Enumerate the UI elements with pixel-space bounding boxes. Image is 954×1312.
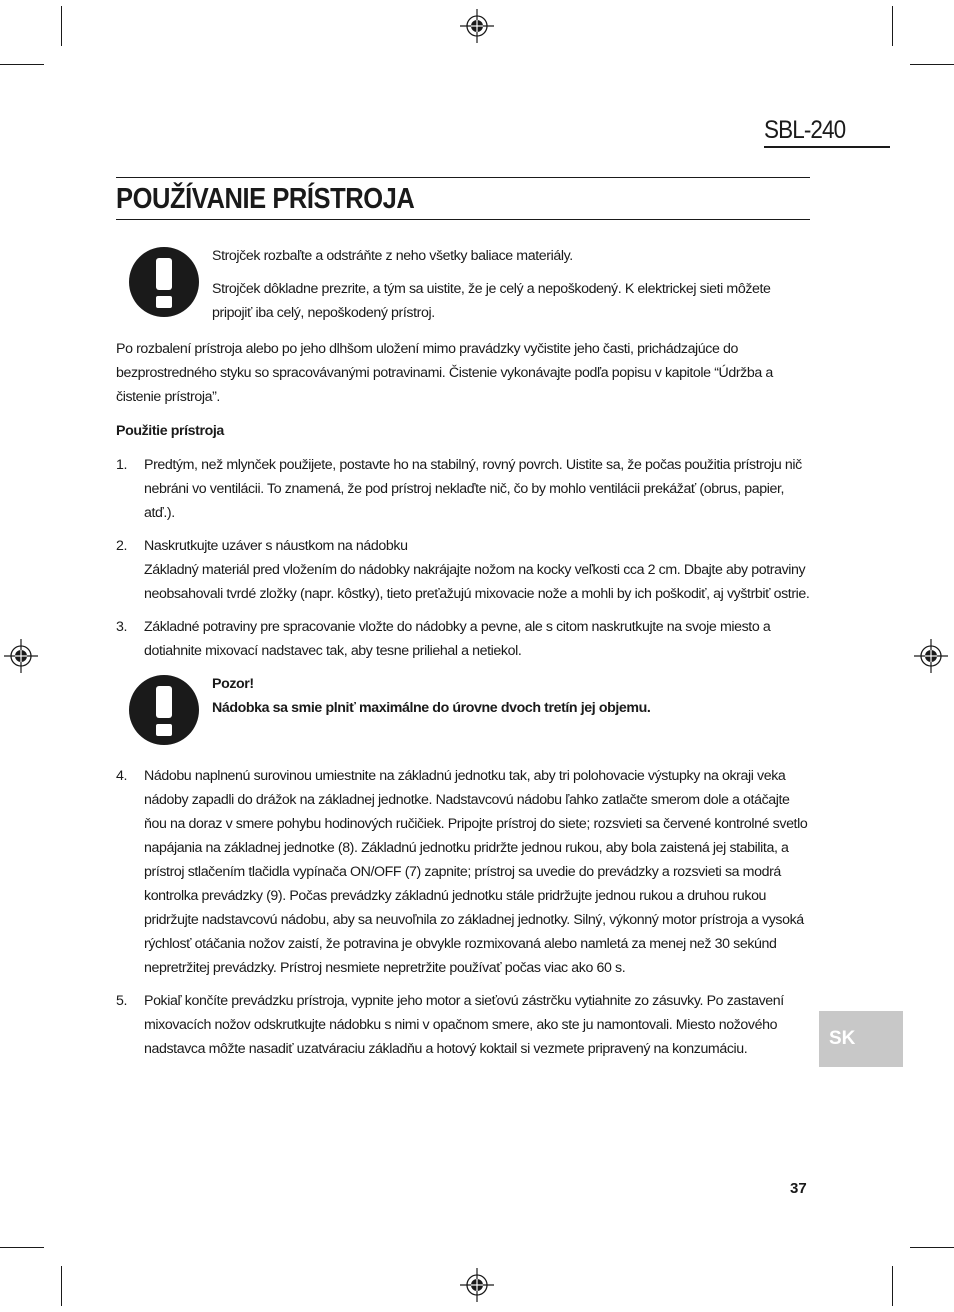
list-item (116, 534, 810, 606)
step-number: 3. (116, 619, 128, 635)
crop-mark (61, 1266, 62, 1306)
step-text: Pokiaľ končíte prevádzku prístroja, vypnite jeho motor a sieťovú zástrčku vytiahnite zo zásuvky. Po zastavení mixovacích nožov odskrutkujte nádobku s nimi v opačnom smere, ako ste ju namontovali. Miesto nožového nadstavca môžte nasadiť uzatváraciu základňu a hotový koktail si vezmete pripravený na konzumáciu. (144, 993, 784, 1057)
list-item (116, 615, 810, 663)
step-text: Naskrutkujte uzáver s náustkom na nádobku (144, 538, 408, 554)
crop-mark (0, 64, 44, 65)
intro-warning (116, 244, 810, 325)
step-text: Predtým, než mlynček použijete, postavte ho na stabilný, rovný povrch. Uistite sa, že počas použitia prístroju nič nebráni vo ventilácii. To znamená, že pod prístroj neklaďte nič, čo by mohlo ventilácii prekážať (obrus, papier, atď.). (144, 457, 802, 521)
step-number: 1. (116, 457, 128, 473)
caution-wrapper (116, 672, 810, 746)
registration-mark-icon (460, 9, 494, 43)
list-item (116, 453, 810, 525)
page-content (116, 244, 810, 1070)
page-number: 37 (790, 1180, 807, 1197)
intro-paragraph: Po rozbalení prístroja alebo po jeho dlhšom uložení mimo pravádzky vyčistite jeho časti, prichádzajúce do bezprostredného styku so spracovávanými potravinami. Čistenie vykonávajte podľa popisu v kapitole “Údržba a čistenie prístroja”. (116, 341, 773, 405)
crop-mark (910, 1247, 954, 1248)
crop-mark (892, 6, 893, 46)
crop-mark (892, 1266, 893, 1306)
step-text: Základný materiál pred vložením do nádobky nakrájajte nožom na kocky veľkosti cca 2 cm. Dbajte aby potraviny neobsahovali tvrdé zložky (napr. kôstky), tieto preťažujú mixovacie nože a mohli by ich poškodiť, aj vyštrbiť ostrie. (144, 562, 810, 602)
steps-list (116, 453, 810, 1061)
section-heading: Použitie prístroja (116, 423, 224, 439)
list-item (116, 989, 810, 1061)
crop-mark (910, 64, 954, 65)
step-text: Základné potraviny pre spracovanie vložte do nádobky a pevne, ale s citom naskrutkujte na svoje miesto a dotiahnite mixovací nadstavec tak, aby tesne priliehal a netiekol. (144, 619, 771, 659)
step-number: 2. (116, 538, 128, 554)
step-number: 5. (116, 993, 128, 1009)
crop-mark (0, 1247, 44, 1248)
warning-line: Strojček rozbaľte a odstráňte z neho všetky baliace materiály. (212, 248, 573, 264)
list-item (116, 764, 810, 980)
page-title: POUŽÍVANIE PRÍSTROJA (116, 183, 415, 215)
caution-text: Nádobka sa smie plniť maximálne do úrovne dvoch tretín jej objemu. (212, 700, 651, 716)
exclamation-icon (128, 246, 200, 318)
registration-mark-icon (460, 1268, 494, 1302)
step-text: Nádobu naplnenú surovinou umiestnite na základnú jednotku tak, aby tri polohovacie výstupky na okraji veka nádoby zapadli do drážok na základnej jednotke. Nadstavcovú nádobu ľahko zatlačte smerom dole a otáčajte ňou na doraz v smere pohybu hodinových ručičiek. Pripojte prístroj do siete; rozsvieti sa červené kontrolné svetlo napájania na základnej jednotke (8). Základnú jednotku pridržte jednou rukou, aby bola zaistená jej stabilita, a prístroj stlačením tlačidla vypínača ON/OFF (7) zapnite; prístroj sa uvedie do prevádzky a rozsvieti sa modrá kontrolka prevádzky (9). Počas prevádzky základnú jednotku stále pridržujte jednou rukou a druhou rukou pridržujte nadstavcovú nádobu, aby sa neuvoľnila zo základnej jednotky. Silný, výkonný motor prístroja a vysoká rýchlosť otáčania nožov zaistí, že potravina je obvykle rozmixovaná alebo namletá za menej než 30 sekúnd nepretržitej prevádzky. Prístroj nesmiete nepretržite používať počas viac ako 60 s. (144, 768, 808, 976)
caution-warning (116, 672, 810, 746)
language-tab: SK (819, 1011, 903, 1067)
caution-label: Pozor! (212, 676, 254, 692)
exclamation-icon (128, 674, 200, 746)
warning-line: Strojček dôkladne prezrite, a tým sa uistite, že je celý a nepoškodený. K elektrickej sieti môžete pripojiť iba celý, nepoškodený prístroj. (212, 281, 771, 321)
registration-mark-icon (914, 639, 948, 673)
title-rule-bottom (116, 219, 810, 220)
step-number: 4. (116, 768, 128, 784)
title-rule-top (116, 177, 810, 178)
registration-mark-icon (4, 639, 38, 673)
crop-mark (61, 6, 62, 46)
model-number: SBL-240 (764, 116, 890, 148)
